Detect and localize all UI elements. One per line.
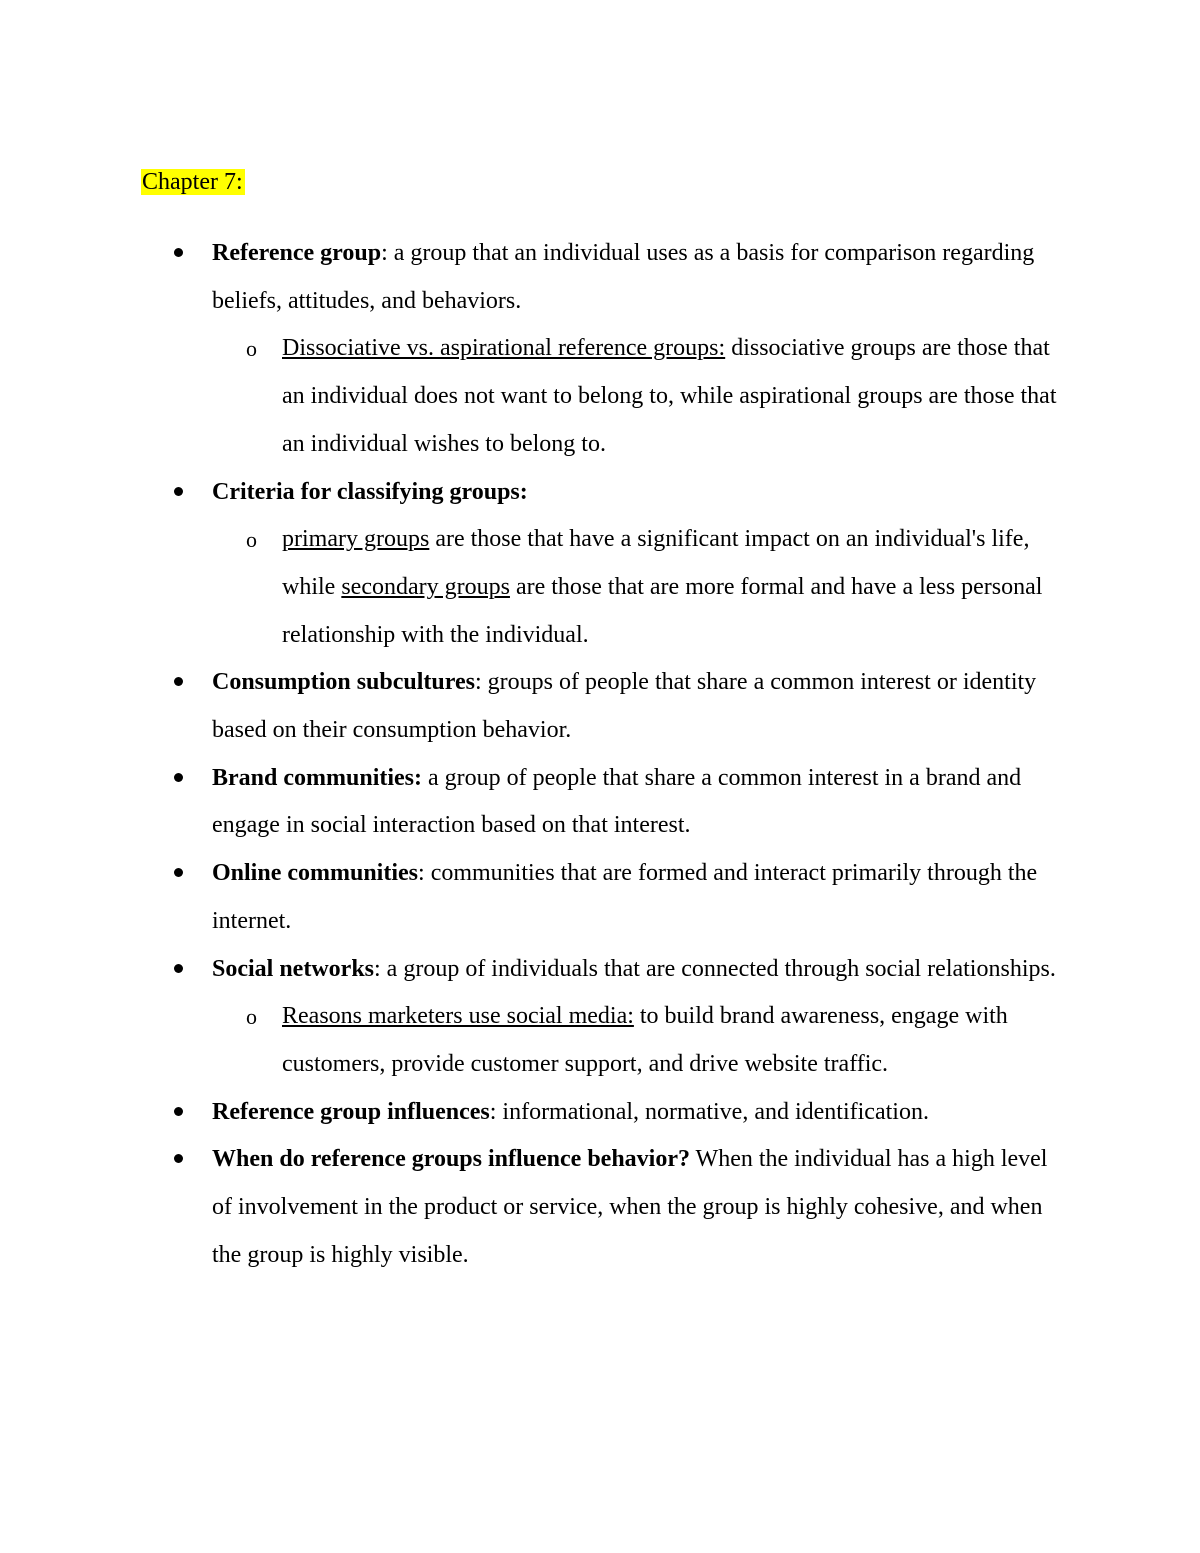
- circle-bullet-icon: o: [246, 527, 257, 553]
- bullet-icon: [174, 773, 183, 782]
- bullet-icon: [174, 868, 183, 877]
- definition-online-communities: communities that are formed and interact primarily through the internet.: [212, 860, 1038, 934]
- subterm-dissociative-aspirational: Dissociative vs. aspirational reference groups:: [282, 335, 726, 362]
- list-item-reference-group: [0, 230, 1062, 325]
- bullet-icon: [174, 248, 183, 257]
- sub-item-social-media-reasons: [0, 993, 1062, 1088]
- term-brand-communities: Brand communities:: [212, 764, 422, 791]
- term-criteria: Criteria for classifying groups:: [212, 478, 528, 505]
- list-item-consumption-subcultures: [0, 659, 1062, 754]
- term-colon: :: [381, 240, 388, 266]
- list-item-social-networks: [0, 946, 1062, 994]
- subtext-secondary: are those that are more formal and have a less personal relationship with the individual.: [282, 573, 1043, 648]
- bullet-icon: [174, 487, 183, 496]
- term-colon: :: [374, 955, 381, 982]
- notes-list: [0, 230, 1200, 1279]
- term-reference-group-influences: Reference group influences: [212, 1098, 490, 1125]
- bullet-icon: [174, 1107, 183, 1116]
- definition-brand-communities: a group of people that share a common interest in a brand and engage in social interaction based on that interest.: [212, 764, 1022, 839]
- subtext-primary: are those that have a significant impact on an individual's life, while: [282, 526, 1030, 600]
- definition-consumption-subcultures: groups of people that share a common interest or identity based on their consumption behavior.: [212, 669, 1037, 744]
- circle-bullet-icon: o: [246, 336, 257, 362]
- chapter-heading: [141, 165, 245, 199]
- list-item-brand-communities: [0, 755, 1062, 850]
- definition-when-influence: When the individual has a high level of involvement in the product or service, when the group is highly cohesive, and when the group is highly visible.: [212, 1146, 1048, 1268]
- subterm-secondary-groups: secondary groups: [341, 573, 510, 600]
- list-item-online-communities: [0, 850, 1062, 945]
- chapter-heading-text: Chapter 7:: [142, 169, 243, 195]
- definition-reference-group: a group that an individual uses as a basis for comparison regarding beliefs, attitudes, and behaviors.: [212, 240, 1035, 314]
- list-item-criteria: [0, 469, 1062, 517]
- sub-item-dissociative-aspirational: [0, 325, 1062, 468]
- sub-item-primary-secondary: [0, 516, 1062, 659]
- subtext-dissociative-aspirational: dissociative groups are those that an individual does not want to belong to, while aspirational groups are those that an individual wishes to belong to.: [282, 335, 1057, 457]
- list-item-when-influence: [0, 1136, 1062, 1279]
- bullet-icon: [174, 964, 183, 973]
- term-social-networks: Social networks: [212, 955, 374, 982]
- list-item-reference-group-influences: [0, 1089, 1062, 1137]
- term-colon: :: [489, 1098, 497, 1125]
- term-reference-group: Reference group: [212, 240, 382, 266]
- bullet-icon: [174, 677, 183, 686]
- term-online-communities: Online communities: [212, 860, 419, 887]
- term-colon: :: [474, 669, 482, 696]
- definition-social-networks: a group of individuals that are connected through social relationships.: [380, 955, 1056, 982]
- term-when-influence: When do reference groups influence behavior?: [212, 1146, 690, 1173]
- subterm-primary-groups: primary groups: [282, 526, 430, 553]
- subtext-social-media-reasons: to build brand awareness, engage with customers, provide customer support, and drive website traffic.: [282, 1003, 1008, 1077]
- definition-reference-group-influences: informational, normative, and identification.: [496, 1098, 929, 1125]
- term-colon: :: [418, 860, 425, 887]
- term-consumption-subcultures: Consumption subcultures: [212, 669, 475, 696]
- circle-bullet-icon: o: [246, 1004, 257, 1030]
- subterm-social-media-reasons: Reasons marketers use social media:: [282, 1003, 634, 1030]
- bullet-icon: [174, 1154, 183, 1163]
